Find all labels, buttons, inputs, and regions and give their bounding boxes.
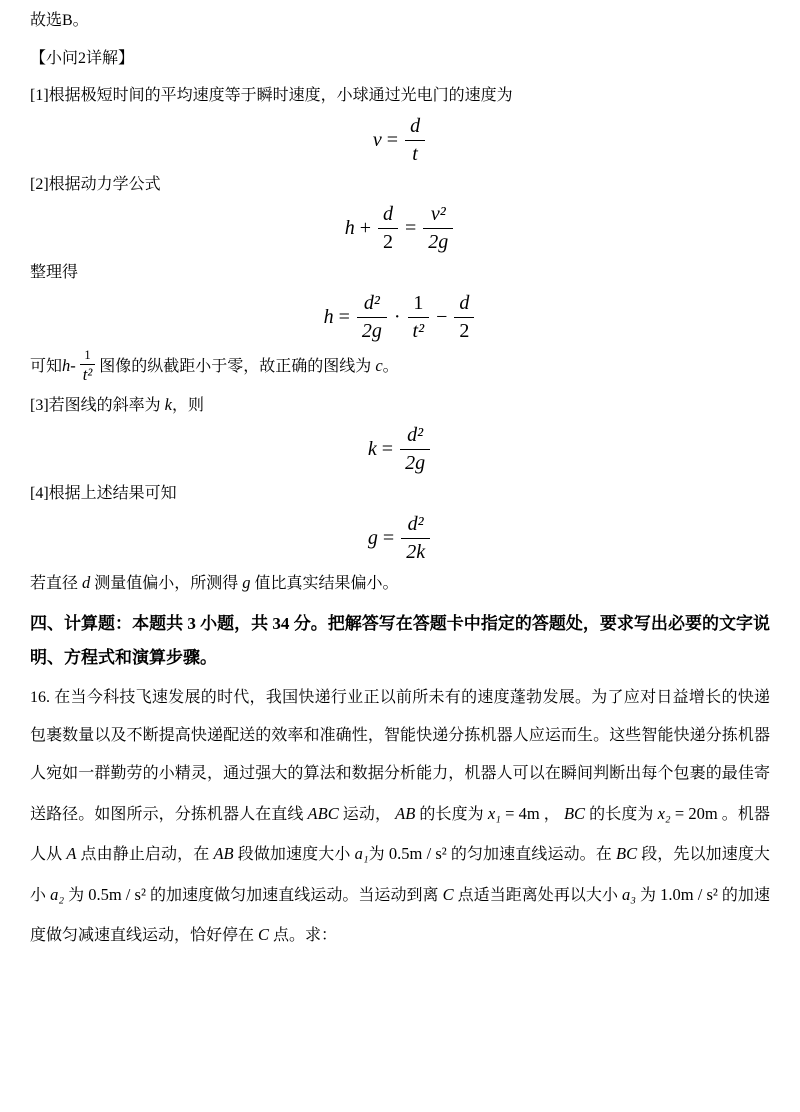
detail-header: 【小问2详解】	[30, 49, 135, 67]
equals-sign: =	[381, 438, 394, 461]
conclusion-suffix	[99, 353, 398, 380]
minus-sign: -	[70, 356, 76, 376]
math-var: h	[323, 305, 334, 328]
text-segment: 1.0m / s²	[660, 884, 718, 904]
fraction-numerator: d²	[401, 513, 430, 539]
text-segment: 图像的纵截距小于零，故正确的图线为	[99, 358, 376, 376]
equals-sign: =	[338, 305, 350, 328]
fraction	[401, 513, 430, 564]
step2-text: [2]根据动力学公式	[30, 175, 161, 193]
fraction-numerator: 1	[80, 349, 96, 365]
text-segment: d	[82, 573, 91, 593]
problem16-text	[30, 679, 770, 956]
fraction-numerator: d²	[357, 292, 387, 318]
text-segment: ，则	[172, 396, 205, 414]
step1-text: [1]根据极短时间的平均速度等于瞬时速度，小球通过光电门的速度为	[30, 87, 513, 105]
fraction-denominator: t²	[82, 364, 93, 384]
fraction	[408, 292, 430, 343]
math-var: v	[372, 128, 382, 151]
fraction	[454, 292, 474, 343]
text-segment: k	[164, 394, 172, 414]
fraction	[405, 115, 425, 166]
text-segment: 的长度为	[415, 805, 488, 823]
fraction-denominator: 2	[459, 319, 470, 342]
text-segment: = 4m	[500, 803, 540, 823]
inline-fraction	[80, 349, 96, 384]
step4-text: [4]根据上述结果可知	[30, 485, 177, 503]
fraction-numerator: d	[405, 115, 425, 141]
text-segment: 的加速度做匀加速直线运动。当运动到离	[145, 886, 443, 904]
fraction-denominator: t	[412, 142, 418, 165]
text-segment: c	[375, 356, 383, 376]
text-segment: [3]若图线的斜率为	[30, 396, 165, 414]
text-segment: 为	[636, 886, 661, 904]
text-segment: 的长度为	[585, 805, 658, 823]
fraction	[400, 424, 430, 475]
math-var: h	[344, 217, 355, 240]
text-segment: 。机器人从	[30, 805, 770, 864]
text-segment: 值比真实结果偏小。	[250, 575, 399, 593]
text-segment: ，	[539, 805, 564, 823]
text-segment: A	[66, 844, 77, 864]
slope-formula	[30, 424, 770, 475]
math-var: g	[367, 527, 378, 550]
fraction-numerator: d	[378, 203, 398, 229]
section4-header: 四、计算题：本题共 3 小题，共 34 分。把解答写在答题卡中指定的答题处，要求写出必要的文字说明、方程式和演算步骤。	[30, 613, 770, 667]
fraction-denominator: 2g	[361, 319, 382, 342]
fraction	[357, 292, 387, 343]
fraction	[423, 203, 453, 254]
math-var: k	[367, 438, 377, 461]
conclusion-prefix: 可知	[30, 357, 63, 375]
text-segment: 0.5m / s²	[388, 844, 447, 864]
fraction	[378, 203, 398, 254]
velocity-formula	[30, 115, 770, 166]
text-segment: 。	[382, 358, 399, 376]
text-segment: x₁	[487, 803, 501, 823]
text-segment: a₁	[354, 844, 369, 864]
equals-sign: =	[405, 217, 417, 240]
h-formula	[30, 292, 770, 343]
text-segment: ABC	[307, 803, 339, 823]
conclusion-g-line	[30, 570, 770, 597]
fraction-denominator: t²	[412, 319, 425, 342]
text-segment: 点由静止启动，在	[76, 846, 214, 864]
text-segment: x₂	[657, 803, 671, 823]
fraction-denominator: 2	[383, 231, 393, 254]
text-segment: 段做加速度大小	[233, 846, 355, 864]
equals-sign: =	[382, 527, 395, 550]
dynamics-formula	[30, 203, 770, 254]
text-segment: = 20m	[670, 803, 718, 823]
text-segment: 的匀加速直线运动。在	[446, 846, 616, 864]
plus-sign: +	[359, 217, 371, 240]
rearrange-text: 整理得	[30, 264, 79, 282]
text-segment: 为	[368, 846, 389, 864]
text-segment: C	[258, 924, 270, 944]
fraction-numerator: v²	[423, 203, 453, 229]
equals-sign: =	[386, 128, 399, 151]
gravity-formula	[30, 513, 770, 564]
text-segment: 点。求：	[269, 926, 338, 944]
text-segment: BC	[563, 803, 586, 823]
text-segment: C	[442, 884, 454, 904]
text-segment: 测量值偏小，所测得	[90, 575, 243, 593]
text-segment: AB	[213, 844, 234, 864]
text-segment: 的加速度做匀减速直线运动，恰好停在	[30, 886, 770, 944]
math-var: h	[62, 356, 71, 376]
text-segment: 运动，	[338, 805, 396, 823]
conclusion-c-line	[30, 349, 770, 384]
step3-text	[30, 392, 770, 419]
text-segment: 为	[64, 886, 89, 904]
fraction-numerator: 1	[408, 292, 430, 318]
dot-operator: ·	[393, 305, 401, 328]
text-segment: a₃	[622, 884, 637, 904]
fraction-denominator: 2g	[405, 452, 426, 475]
text-segment: 0.5m / s²	[88, 884, 146, 904]
text-segment: BC	[616, 844, 638, 864]
fraction-denominator: 2g	[428, 231, 449, 254]
text-segment: 16. 在当今科技飞速发展的时代，我国快递行业正以前所未有的速度蓬勃发展。为了应对日益增长的快递包裹数量以及不断提高快递配送的效率和准确性，智能快递分拣机器人应运而生。这些智能快递分拣机器人宛如一群勤劳的小精灵，通过强大的算法和数据分析能力，机器人可以在瞬间判断出每个包裹的最佳寄送路径。如图所示，分拣机器人在直线	[30, 688, 770, 823]
fraction-numerator: d	[454, 292, 474, 318]
text-segment: AB	[395, 803, 416, 823]
text-segment: 若直径	[30, 575, 83, 593]
text-segment: 点适当距离处再以大小	[453, 886, 623, 904]
minus-sign: −	[436, 305, 448, 328]
fraction-denominator: 2k	[406, 541, 426, 564]
text-segment: g	[242, 573, 251, 593]
answer-text: 故选B。	[30, 12, 89, 29]
fraction-numerator: d²	[400, 424, 430, 450]
text-segment: 段，先以加速度大小	[30, 846, 770, 904]
text-segment: a₂	[50, 884, 65, 904]
